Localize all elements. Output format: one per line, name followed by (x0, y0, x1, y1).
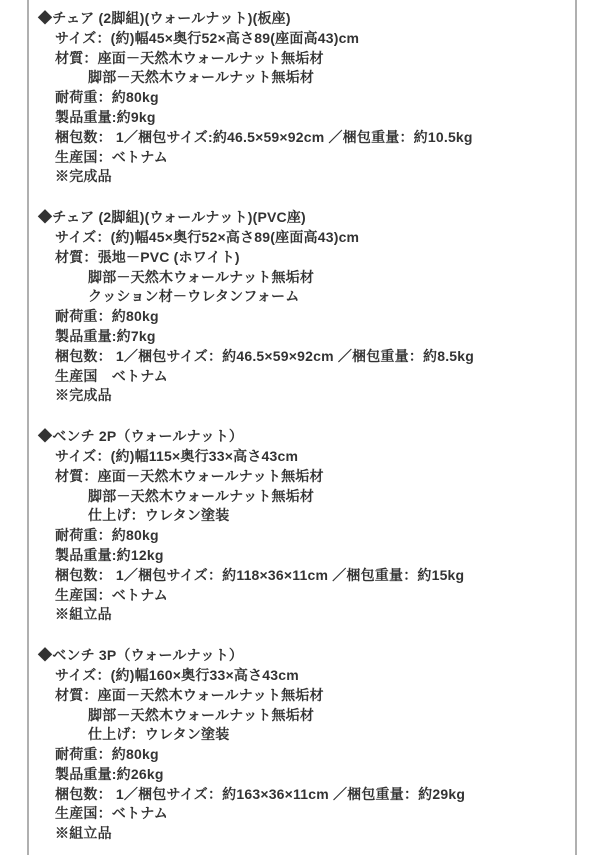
spec-line: 生産国：ベトナム (55, 805, 168, 822)
spec-line: 耐荷重：約80kg (55, 527, 159, 544)
spec-line: 材質：座面－天然木ウォールナット無垢材 (55, 49, 324, 66)
spec-line: ※完成品 (55, 168, 112, 185)
spec-line: 耐荷重：約80kg (55, 746, 159, 763)
spec-line: 脚部－天然木ウォールナット無垢材 (88, 268, 315, 285)
spec-line: サイズ：(約)幅115×奥行33×高さ43cm (55, 447, 299, 464)
spec-line: 材質：張地－PVC (ホワイト) (55, 248, 240, 265)
product-spec-section (29, 646, 575, 844)
spec-line: 仕上げ：ウレタン塗装 (88, 507, 230, 524)
product-spec-section (29, 208, 575, 406)
spec-line: 梱包数： 1／梱包サイズ：約118×36×11cm ／梱包重量：約15kg (55, 566, 465, 583)
spec-line: 製品重量:約26kg (55, 765, 164, 782)
spec-sections (29, 0, 575, 844)
spec-line: 仕上げ：ウレタン塗装 (88, 726, 230, 743)
spec-line: 材質：座面－天然木ウォールナット無垢材 (55, 467, 324, 484)
spec-line: クッション材－ウレタンフォーム (88, 288, 300, 305)
section-title: ◆チェア (2脚組)(ウォールナット)(PVC座) (38, 209, 306, 226)
spec-line: 脚部－天然木ウォールナット無垢材 (88, 69, 315, 86)
spec-line: 製品重量:約12kg (55, 546, 164, 563)
spec-line: 生産国 ベトナム (55, 367, 168, 384)
spec-line: 製品重量:約9kg (55, 108, 156, 125)
spec-line: 脚部－天然木ウォールナット無垢材 (88, 706, 315, 723)
spec-line: サイズ：(約)幅45×奥行52×高さ89(座面高43)cm (55, 29, 360, 46)
section-title: ◆ベンチ 3P（ウォールナット） (38, 647, 244, 664)
spec-line: ※完成品 (55, 387, 112, 404)
spec-line: サイズ：(約)幅45×奥行52×高さ89(座面高43)cm (55, 228, 360, 245)
product-spec-section (29, 9, 575, 187)
section-title: ◆チェア (2脚組)(ウォールナット)(板座) (38, 10, 291, 26)
spec-line: 脚部－天然木ウォールナット無垢材 (88, 487, 315, 504)
section-title: ◆ベンチ 2P（ウォールナット） (38, 428, 244, 445)
spec-line: 耐荷重：約80kg (55, 89, 159, 106)
spec-line: サイズ：(約)幅160×奥行33×高さ43cm (55, 666, 299, 683)
content-frame (27, 0, 577, 855)
spec-line: 耐荷重：約80kg (55, 308, 159, 325)
spec-line: ※組立品 (55, 825, 112, 842)
spec-line: 製品重量:約7kg (55, 327, 156, 344)
spec-line: ※組立品 (55, 606, 112, 623)
spec-line: 生産国：ベトナム (55, 586, 168, 603)
spec-line: 梱包数： 1／梱包サイズ：約163×36×11cm ／梱包重量：約29kg (55, 785, 466, 802)
spec-line: 梱包数： 1／梱包サイズ：約46.5×59×92cm ／梱包重量：約8.5kg (55, 347, 475, 364)
spec-line: 材質：座面－天然木ウォールナット無垢材 (55, 686, 324, 703)
spec-line: 梱包数： 1／梱包サイズ:約46.5×59×92cm ／梱包重量：約10.5kg (55, 128, 473, 145)
product-spec-section (29, 427, 575, 625)
spec-line: 生産国：ベトナム (55, 148, 168, 165)
